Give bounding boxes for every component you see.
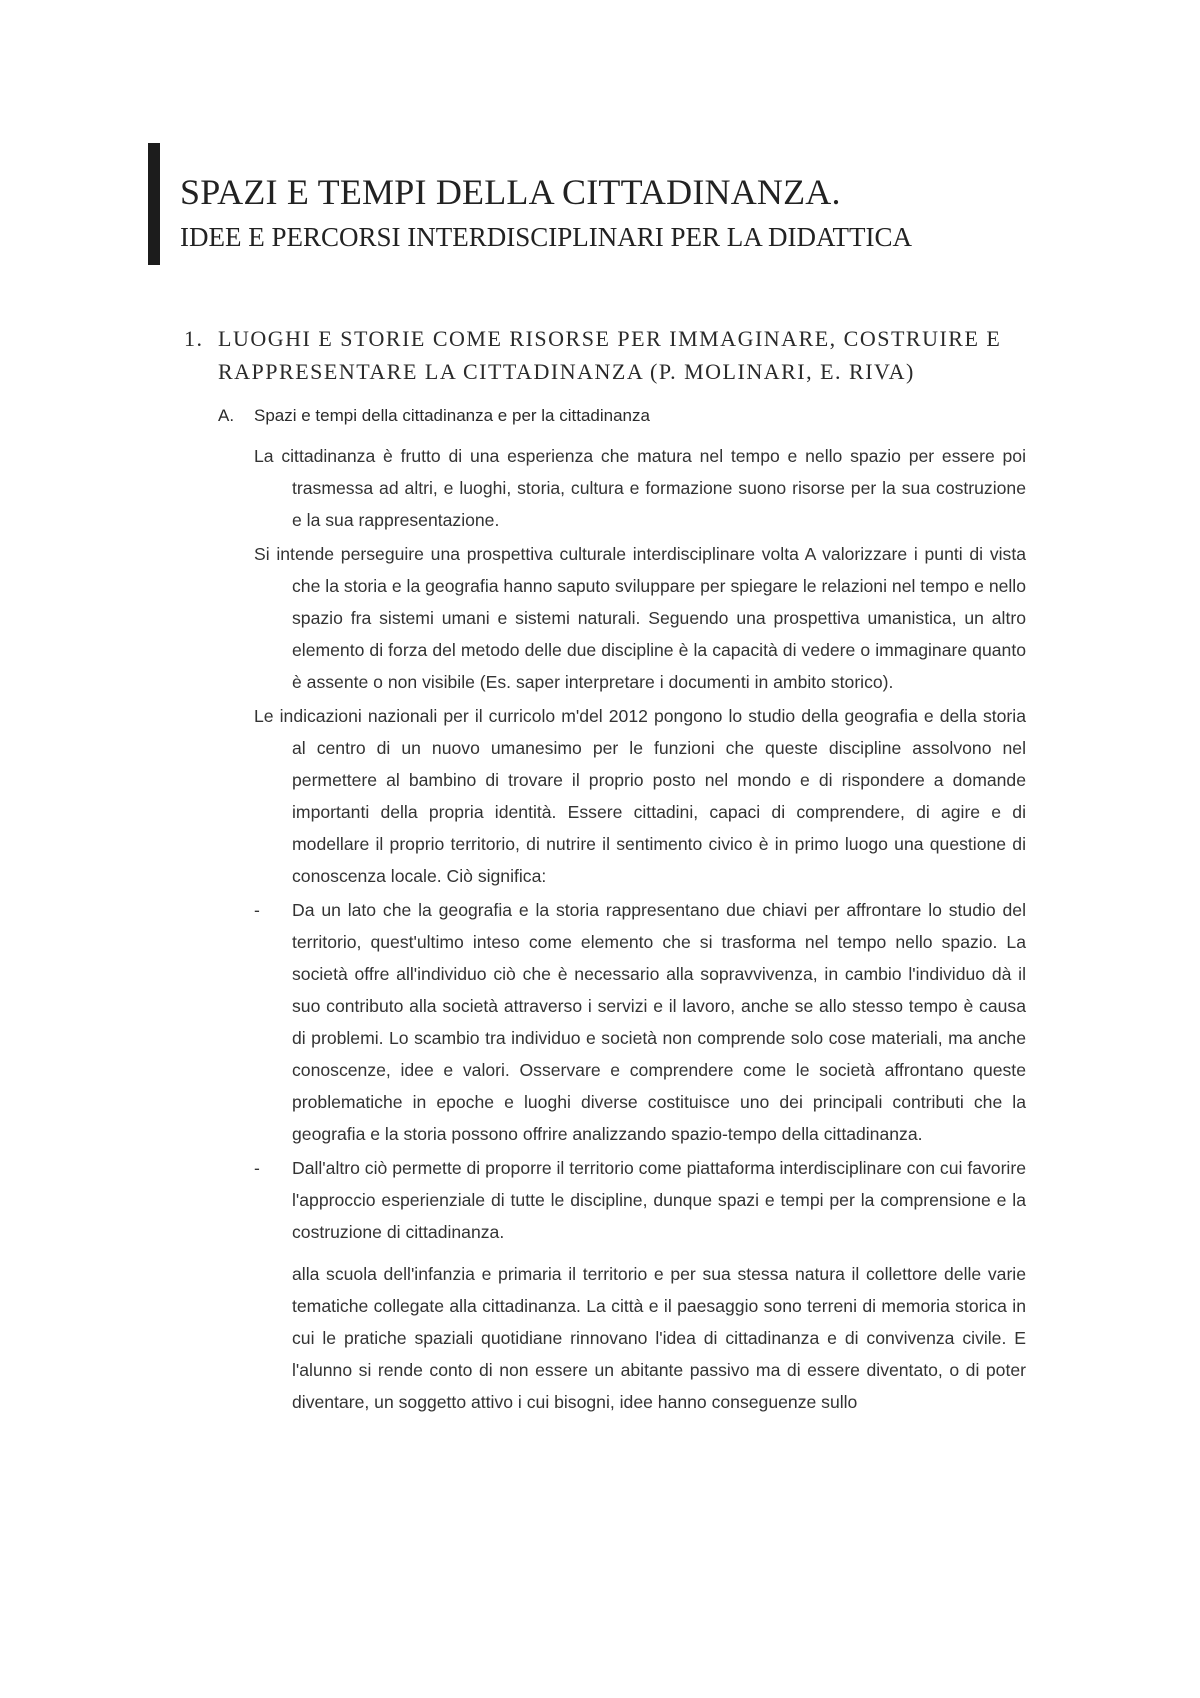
bullet-marker: - bbox=[254, 1158, 260, 1178]
bullet-text: Dall'altro ciò permette di proporre il territorio come piattaforma interdisciplinare con cui favorire l'approccio esperienziale di tutte le discipline, dunque spazi e tempi per la comprensione e la costruzione di cittadinanza. bbox=[292, 1158, 1026, 1242]
bullet-text: Da un lato che la geografia e la storia rappresentano due chiavi per affrontare lo studio del territorio, quest'ultimo inteso come elemento che si trasforma nel tempo nello spazio. La società offre all'individuo ciò che è necessario alla sopravvivenza, in cambio l'individuo dà il suo contributo alla società attraverso i servizi e il lavoro, anche se allo stesso tempo è causa di problemi. Lo scambio tra individuo e società non comprende solo cose materiali, ma anche conoscenze, idee e valori. Osservare e comprendere come le società affrontano queste problematiche in epoche e luoghi diverse costituisce uno dei principali contributi che la geografia e la storia possono offrire analizzando spazio-tempo della cittadinanza. bbox=[292, 900, 1026, 1144]
paragraph: La cittadinanza è frutto di una esperienza che matura nel tempo e nello spazio per essere poi trasmessa ad altri, e luoghi, storia, cultura e formazione suono risorse per la sua costruzione e la sua rappresentazione. bbox=[254, 446, 1026, 530]
continuation-paragraph: alla scuola dell'infanzia e primaria il territorio e per sua stessa natura il collettore delle varie tematiche collegate alla cittadinanza. La città e il paesaggio sono terreni di memoria storica in cui le pratiche spaziali quotidiane rinnovano l'idea di cittadinanza e di convivenza civile. E l'alunno si rende conto di non essere un abitante passivo ma di essere diventato, o di poter diventare, un soggetto attivo i cui bisogni, idee hanno conseguenze sullo bbox=[292, 1264, 1026, 1412]
subsection-heading-text: Spazi e tempi della cittadinanza e per la cittadinanza bbox=[254, 406, 650, 425]
title-accent-bar bbox=[148, 143, 160, 265]
document-title: SPAZI E TEMPI DELLA CITTADINANZA. bbox=[180, 172, 841, 212]
paragraph: Le indicazioni nazionali per il curricolo m'del 2012 pongono lo studio della geografia e della storia al centro di un nuovo umanesimo per le funzioni che queste discipline assolvono nel permettere al bambino di trovare il proprio posto nel mondo e di rispondere a domande importanti della propria identità. Essere cittadini, capaci di comprendere, di agire e di modellare il proprio territorio, di nutrire il sentimento civico è in primo luogo una questione di conoscenza locale. Ciò significa: bbox=[254, 706, 1026, 886]
document-body bbox=[254, 440, 1026, 1418]
section-heading-text: LUOGHI E STORIE COME RISORSE PER IMMAGINARE, COSTRUIRE E RAPPRESENTARE LA CITTADINANZA (P. MOLINARI, E. RIVA) bbox=[218, 326, 1002, 384]
bullet-marker: - bbox=[254, 900, 260, 920]
bullet-item bbox=[254, 1152, 1026, 1248]
subsection-letter: A. bbox=[218, 406, 235, 425]
subsection-heading bbox=[218, 403, 650, 429]
paragraph: Si intende perseguire una prospettiva culturale interdisciplinare volta A valorizzare i punti di vista che la storia e la geografia hanno saputo sviluppare per spiegare le relazioni nel tempo e nello spazio fra sistemi umani e sistemi naturali. Seguendo una prospettiva umanistica, un altro elemento di forza del metodo delle due discipline è la capacità di vedere o immaginare quanto è assente o non visibile (Es. saper interpretare i documenti in ambito storico). bbox=[254, 544, 1026, 692]
section-number: 1. bbox=[184, 326, 204, 351]
document-subtitle: IDEE E PERCORSI INTERDISCIPLINARI PER LA DIDATTICA bbox=[180, 222, 912, 252]
bullet-item bbox=[254, 894, 1026, 1150]
section-heading bbox=[184, 322, 1024, 388]
